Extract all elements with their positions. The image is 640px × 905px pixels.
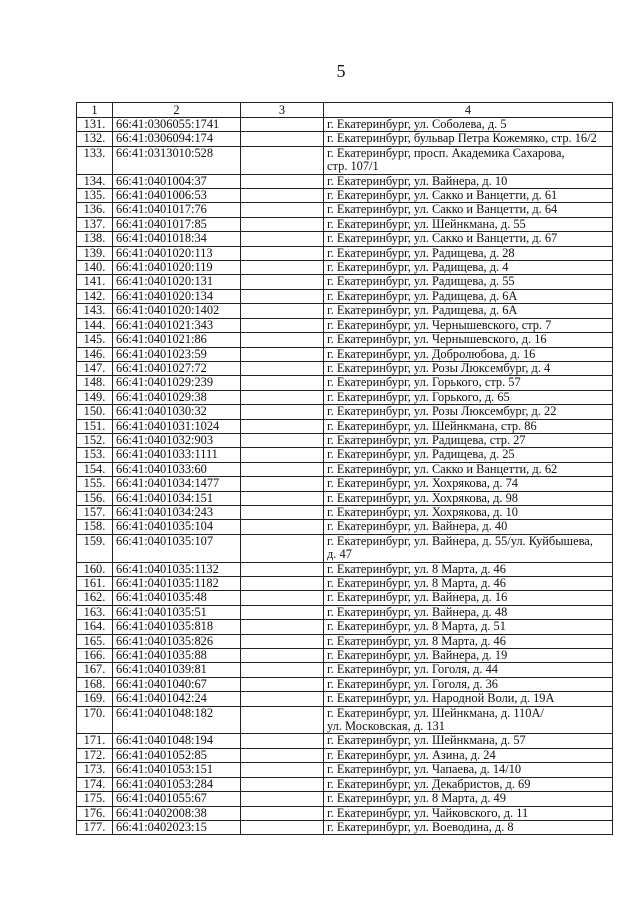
address-cell: г. Екатеринбург, ул. 8 Марта, д. 46 — [324, 634, 613, 648]
cadastral-number-cell: 66:41:0401055:67 — [113, 792, 241, 806]
row-number-cell: 149. — [77, 390, 113, 404]
table-row — [77, 706, 613, 734]
address-cell: г. Екатеринбург, ул. Радищева, д. 25 — [324, 448, 613, 462]
address-cell: г. Екатеринбург, ул. 8 Марта, д. 46 — [324, 562, 613, 576]
empty-cell — [241, 275, 324, 289]
cadastral-number-cell: 66:41:0401035:107 — [113, 534, 241, 562]
cadastral-number-cell: 66:41:0401053:284 — [113, 777, 241, 791]
table-row — [77, 520, 613, 534]
address-cell: г. Екатеринбург, ул. Соболева, д. 5 — [324, 118, 613, 132]
row-number-cell: 151. — [77, 419, 113, 433]
row-number-cell: 170. — [77, 706, 113, 734]
cadastral-number-cell: 66:41:0402023:15 — [113, 820, 241, 834]
cadastral-number-cell: 66:41:0401034:1477 — [113, 477, 241, 491]
table-row — [77, 692, 613, 706]
table-row — [77, 491, 613, 505]
empty-cell — [241, 748, 324, 762]
address-cell: г. Екатеринбург, ул. Шейнкмана, д. 55 — [324, 217, 613, 231]
cadastral-number-cell: 66:41:0401048:194 — [113, 734, 241, 748]
address-cell: г. Екатеринбург, ул. Вайнера, д. 55/ул. Куйбышева, д. 47 — [324, 534, 613, 562]
empty-cell — [241, 620, 324, 634]
header-col-4: 4 — [324, 103, 613, 118]
row-number-cell: 172. — [77, 748, 113, 762]
row-number-cell: 175. — [77, 792, 113, 806]
row-number-cell: 158. — [77, 520, 113, 534]
table-row — [77, 261, 613, 275]
table-row — [77, 763, 613, 777]
empty-cell — [241, 304, 324, 318]
empty-cell — [241, 146, 324, 174]
address-cell: г. Екатеринбург, ул. Добролюбова, д. 16 — [324, 347, 613, 361]
address-cell: г. Екатеринбург, просп. Академика Сахарова, стр. 107/1 — [324, 146, 613, 174]
cadastral-number-cell: 66:41:0401033:60 — [113, 462, 241, 476]
row-number-cell: 141. — [77, 275, 113, 289]
empty-cell — [241, 419, 324, 433]
table-row — [77, 347, 613, 361]
row-number-cell: 144. — [77, 318, 113, 332]
cadastral-number-cell: 66:41:0306094:174 — [113, 132, 241, 146]
row-number-cell: 159. — [77, 534, 113, 562]
row-number-cell: 136. — [77, 203, 113, 217]
table-row — [77, 591, 613, 605]
table-row — [77, 605, 613, 619]
empty-cell — [241, 677, 324, 691]
table-row — [77, 174, 613, 188]
row-number-cell: 168. — [77, 677, 113, 691]
table-row — [77, 777, 613, 791]
empty-cell — [241, 706, 324, 734]
table-row — [77, 792, 613, 806]
header-col-3: 3 — [241, 103, 324, 118]
address-cell: г. Екатеринбург, ул. Сакко и Ванцетти, д. 62 — [324, 462, 613, 476]
row-number-cell: 147. — [77, 361, 113, 375]
empty-cell — [241, 692, 324, 706]
cadastral-number-cell: 66:41:0401017:85 — [113, 217, 241, 231]
address-cell: г. Екатеринбург, ул. Шейнкмана, д. 57 — [324, 734, 613, 748]
address-cell: г. Екатеринбург, ул. Чернышевского, стр. 7 — [324, 318, 613, 332]
empty-cell — [241, 174, 324, 188]
address-cell: г. Екатеринбург, ул. Гоголя, д. 44 — [324, 663, 613, 677]
header-row — [77, 103, 613, 118]
address-cell: г. Екатеринбург, ул. Азина, д. 24 — [324, 748, 613, 762]
cadastral-number-cell: 66:41:0306055:1741 — [113, 118, 241, 132]
cadastral-number-cell: 66:41:0401029:239 — [113, 376, 241, 390]
empty-cell — [241, 577, 324, 591]
table-row — [77, 663, 613, 677]
table-row — [77, 390, 613, 404]
cadastral-number-cell: 66:41:0401020:131 — [113, 275, 241, 289]
address-cell: г. Екатеринбург, ул. Вайнера, д. 40 — [324, 520, 613, 534]
cadastral-number-cell: 66:41:0401035:104 — [113, 520, 241, 534]
address-cell: г. Екатеринбург, ул. 8 Марта, д. 49 — [324, 792, 613, 806]
row-number-cell: 169. — [77, 692, 113, 706]
cadastral-number-cell: 66:41:0401035:1182 — [113, 577, 241, 591]
address-cell: г. Екатеринбург, ул. Сакко и Ванцетти, д. 61 — [324, 189, 613, 203]
row-number-cell: 163. — [77, 605, 113, 619]
table-row — [77, 361, 613, 375]
address-cell: г. Екатеринбург, ул. Народной Воли, д. 19А — [324, 692, 613, 706]
row-number-cell: 166. — [77, 649, 113, 663]
cadastral-number-cell: 66:41:0401031:1024 — [113, 419, 241, 433]
address-cell: г. Екатеринбург, ул. Чернышевского, д. 16 — [324, 333, 613, 347]
address-cell: г. Екатеринбург, ул. Радищева, стр. 27 — [324, 433, 613, 447]
empty-cell — [241, 232, 324, 246]
address-cell: г. Екатеринбург, ул. Горького, д. 65 — [324, 390, 613, 404]
cadastral-number-cell: 66:41:0401004:37 — [113, 174, 241, 188]
cadastral-number-cell: 66:41:0401035:51 — [113, 605, 241, 619]
cadastral-number-cell: 66:41:0401035:818 — [113, 620, 241, 634]
row-number-cell: 131. — [77, 118, 113, 132]
table-row — [77, 620, 613, 634]
cadastral-number-cell: 66:41:0402008:38 — [113, 806, 241, 820]
empty-cell — [241, 605, 324, 619]
cadastral-number-cell: 66:41:0401027:72 — [113, 361, 241, 375]
empty-cell — [241, 361, 324, 375]
table-row — [77, 333, 613, 347]
table-row — [77, 132, 613, 146]
cadastral-number-cell: 66:41:0401052:85 — [113, 748, 241, 762]
address-cell: г. Екатеринбург, ул. Радищева, д. 6А — [324, 289, 613, 303]
table-row — [77, 562, 613, 576]
cadastral-number-cell: 66:41:0401033:1111 — [113, 448, 241, 462]
empty-cell — [241, 433, 324, 447]
empty-cell — [241, 505, 324, 519]
table-row — [77, 477, 613, 491]
address-cell: г. Екатеринбург, ул. Розы Люксембург, д. 4 — [324, 361, 613, 375]
table-row — [77, 806, 613, 820]
cadastral-number-cell: 66:41:0401035:48 — [113, 591, 241, 605]
row-number-cell: 161. — [77, 577, 113, 591]
table-row — [77, 820, 613, 834]
empty-cell — [241, 477, 324, 491]
row-number-cell: 135. — [77, 189, 113, 203]
empty-cell — [241, 562, 324, 576]
cadastral-number-cell: 66:41:0313010:528 — [113, 146, 241, 174]
table-header — [77, 103, 613, 118]
row-number-cell: 150. — [77, 405, 113, 419]
row-number-cell: 153. — [77, 448, 113, 462]
cadastral-number-cell: 66:41:0401020:134 — [113, 289, 241, 303]
table-body — [77, 118, 613, 835]
address-cell: г. Екатеринбург, ул. Чапаева, д. 14/10 — [324, 763, 613, 777]
address-cell: г. Екатеринбург, ул. Вайнера, д. 48 — [324, 605, 613, 619]
row-number-cell: 162. — [77, 591, 113, 605]
empty-cell — [241, 820, 324, 834]
address-cell: г. Екатеринбург, ул. Шейнкмана, стр. 86 — [324, 419, 613, 433]
table-row — [77, 462, 613, 476]
row-number-cell: 134. — [77, 174, 113, 188]
row-number-cell: 176. — [77, 806, 113, 820]
address-cell: г. Екатеринбург, ул. Воеводина, д. 8 — [324, 820, 613, 834]
row-number-cell: 156. — [77, 491, 113, 505]
cadastral-number-cell: 66:41:0401030:32 — [113, 405, 241, 419]
row-number-cell: 140. — [77, 261, 113, 275]
empty-cell — [241, 246, 324, 260]
empty-cell — [241, 520, 324, 534]
cadastral-number-cell: 66:41:0401017:76 — [113, 203, 241, 217]
cadastral-number-cell: 66:41:0401032:903 — [113, 433, 241, 447]
table-row — [77, 232, 613, 246]
cadastral-number-cell: 66:41:0401042:24 — [113, 692, 241, 706]
empty-cell — [241, 777, 324, 791]
table-row — [77, 304, 613, 318]
address-cell: г. Екатеринбург, ул. Радищева, д. 6А — [324, 304, 613, 318]
empty-cell — [241, 649, 324, 663]
address-cell: г. Екатеринбург, ул. Сакко и Ванцетти, д. 67 — [324, 232, 613, 246]
empty-cell — [241, 806, 324, 820]
table-row — [77, 203, 613, 217]
table-row — [77, 433, 613, 447]
empty-cell — [241, 390, 324, 404]
row-number-cell: 139. — [77, 246, 113, 260]
empty-cell — [241, 261, 324, 275]
empty-cell — [241, 491, 324, 505]
row-number-cell: 174. — [77, 777, 113, 791]
empty-cell — [241, 534, 324, 562]
table-row — [77, 376, 613, 390]
table-row — [77, 189, 613, 203]
row-number-cell: 157. — [77, 505, 113, 519]
row-number-cell: 145. — [77, 333, 113, 347]
table-row — [77, 448, 613, 462]
row-number-cell: 165. — [77, 634, 113, 648]
table-row — [77, 649, 613, 663]
header-col-2: 2 — [113, 103, 241, 118]
address-cell: г. Екатеринбург, ул. Вайнера, д. 10 — [324, 174, 613, 188]
cadastral-number-cell: 66:41:0401023:59 — [113, 347, 241, 361]
cadastral-number-cell: 66:41:0401035:1132 — [113, 562, 241, 576]
address-cell: г. Екатеринбург, ул. Розы Люксембург, д. 22 — [324, 405, 613, 419]
address-cell: г. Екатеринбург, ул. Сакко и Ванцетти, д. 64 — [324, 203, 613, 217]
row-number-cell: 152. — [77, 433, 113, 447]
cadastral-number-cell: 66:41:0401021:343 — [113, 318, 241, 332]
empty-cell — [241, 663, 324, 677]
table-row — [77, 419, 613, 433]
address-cell: г. Екатеринбург, ул. Гоголя, д. 36 — [324, 677, 613, 691]
cadastral-number-cell: 66:41:0401039:81 — [113, 663, 241, 677]
table-row — [77, 289, 613, 303]
cadastral-number-cell: 66:41:0401040:67 — [113, 677, 241, 691]
empty-cell — [241, 189, 324, 203]
empty-cell — [241, 734, 324, 748]
empty-cell — [241, 289, 324, 303]
header-col-1: 1 — [77, 103, 113, 118]
row-number-cell: 133. — [77, 146, 113, 174]
empty-cell — [241, 217, 324, 231]
address-cell: г. Екатеринбург, ул. Радищева, д. 4 — [324, 261, 613, 275]
row-number-cell: 171. — [77, 734, 113, 748]
row-number-cell: 137. — [77, 217, 113, 231]
row-number-cell: 173. — [77, 763, 113, 777]
address-cell: г. Екатеринбург, ул. 8 Марта, д. 46 — [324, 577, 613, 591]
table-row — [77, 217, 613, 231]
table-row — [77, 146, 613, 174]
address-cell: г. Екатеринбург, ул. Хохрякова, д. 10 — [324, 505, 613, 519]
row-number-cell: 132. — [77, 132, 113, 146]
table-row — [77, 534, 613, 562]
row-number-cell: 167. — [77, 663, 113, 677]
address-cell: г. Екатеринбург, бульвар Петра Кожемяко, стр. 16/2 — [324, 132, 613, 146]
table-row — [77, 318, 613, 332]
row-number-cell: 148. — [77, 376, 113, 390]
address-cell: г. Екатеринбург, ул. Горького, стр. 57 — [324, 376, 613, 390]
table-row — [77, 405, 613, 419]
empty-cell — [241, 448, 324, 462]
cadastral-number-cell: 66:41:0401018:34 — [113, 232, 241, 246]
empty-cell — [241, 405, 324, 419]
row-number-cell: 154. — [77, 462, 113, 476]
table-row — [77, 505, 613, 519]
table-row — [77, 275, 613, 289]
cadastral-number-cell: 66:41:0401035:826 — [113, 634, 241, 648]
address-cell: г. Екатеринбург, ул. Вайнера, д. 16 — [324, 591, 613, 605]
cadastral-number-cell: 66:41:0401053:151 — [113, 763, 241, 777]
cadastral-number-cell: 66:41:0401035:88 — [113, 649, 241, 663]
empty-cell — [241, 792, 324, 806]
cadastral-number-cell: 66:41:0401034:243 — [113, 505, 241, 519]
row-number-cell: 160. — [77, 562, 113, 576]
table-row — [77, 677, 613, 691]
row-number-cell: 146. — [77, 347, 113, 361]
row-number-cell: 177. — [77, 820, 113, 834]
cadastral-number-cell: 66:41:0401021:86 — [113, 333, 241, 347]
empty-cell — [241, 763, 324, 777]
empty-cell — [241, 318, 324, 332]
cadastral-number-cell: 66:41:0401020:1402 — [113, 304, 241, 318]
table-row — [77, 118, 613, 132]
empty-cell — [241, 132, 324, 146]
cadastral-number-cell: 66:41:0401048:182 — [113, 706, 241, 734]
empty-cell — [241, 591, 324, 605]
empty-cell — [241, 203, 324, 217]
empty-cell — [241, 118, 324, 132]
address-cell: г. Екатеринбург, ул. Вайнера, д. 19 — [324, 649, 613, 663]
address-cell: г. Екатеринбург, ул. Хохрякова, д. 98 — [324, 491, 613, 505]
empty-cell — [241, 333, 324, 347]
address-cell: г. Екатеринбург, ул. Хохрякова, д. 74 — [324, 477, 613, 491]
address-cell: г. Екатеринбург, ул. Радищева, д. 28 — [324, 246, 613, 260]
empty-cell — [241, 376, 324, 390]
cadastral-number-cell: 66:41:0401006:53 — [113, 189, 241, 203]
address-cell: г. Екатеринбург, ул. Шейнкмана, д. 110А/ ул. Московская, д. 131 — [324, 706, 613, 734]
cadastral-number-cell: 66:41:0401029:38 — [113, 390, 241, 404]
row-number-cell: 142. — [77, 289, 113, 303]
data-table — [76, 102, 613, 835]
table-row — [77, 577, 613, 591]
address-cell: г. Екатеринбург, ул. 8 Марта, д. 51 — [324, 620, 613, 634]
table-row — [77, 634, 613, 648]
table-row — [77, 246, 613, 260]
cadastral-number-cell: 66:41:0401020:113 — [113, 246, 241, 260]
cadastral-number-cell: 66:41:0401034:151 — [113, 491, 241, 505]
table-row — [77, 748, 613, 762]
address-cell: г. Екатеринбург, ул. Радищева, д. 55 — [324, 275, 613, 289]
row-number-cell: 164. — [77, 620, 113, 634]
empty-cell — [241, 634, 324, 648]
address-cell: г. Екатеринбург, ул. Декабристов, д. 69 — [324, 777, 613, 791]
row-number-cell: 138. — [77, 232, 113, 246]
table-row — [77, 734, 613, 748]
row-number-cell: 143. — [77, 304, 113, 318]
page-number: 5 — [336, 61, 346, 81]
empty-cell — [241, 462, 324, 476]
row-number-cell: 155. — [77, 477, 113, 491]
address-cell: г. Екатеринбург, ул. Чайковского, д. 11 — [324, 806, 613, 820]
empty-cell — [241, 347, 324, 361]
cadastral-number-cell: 66:41:0401020:119 — [113, 261, 241, 275]
